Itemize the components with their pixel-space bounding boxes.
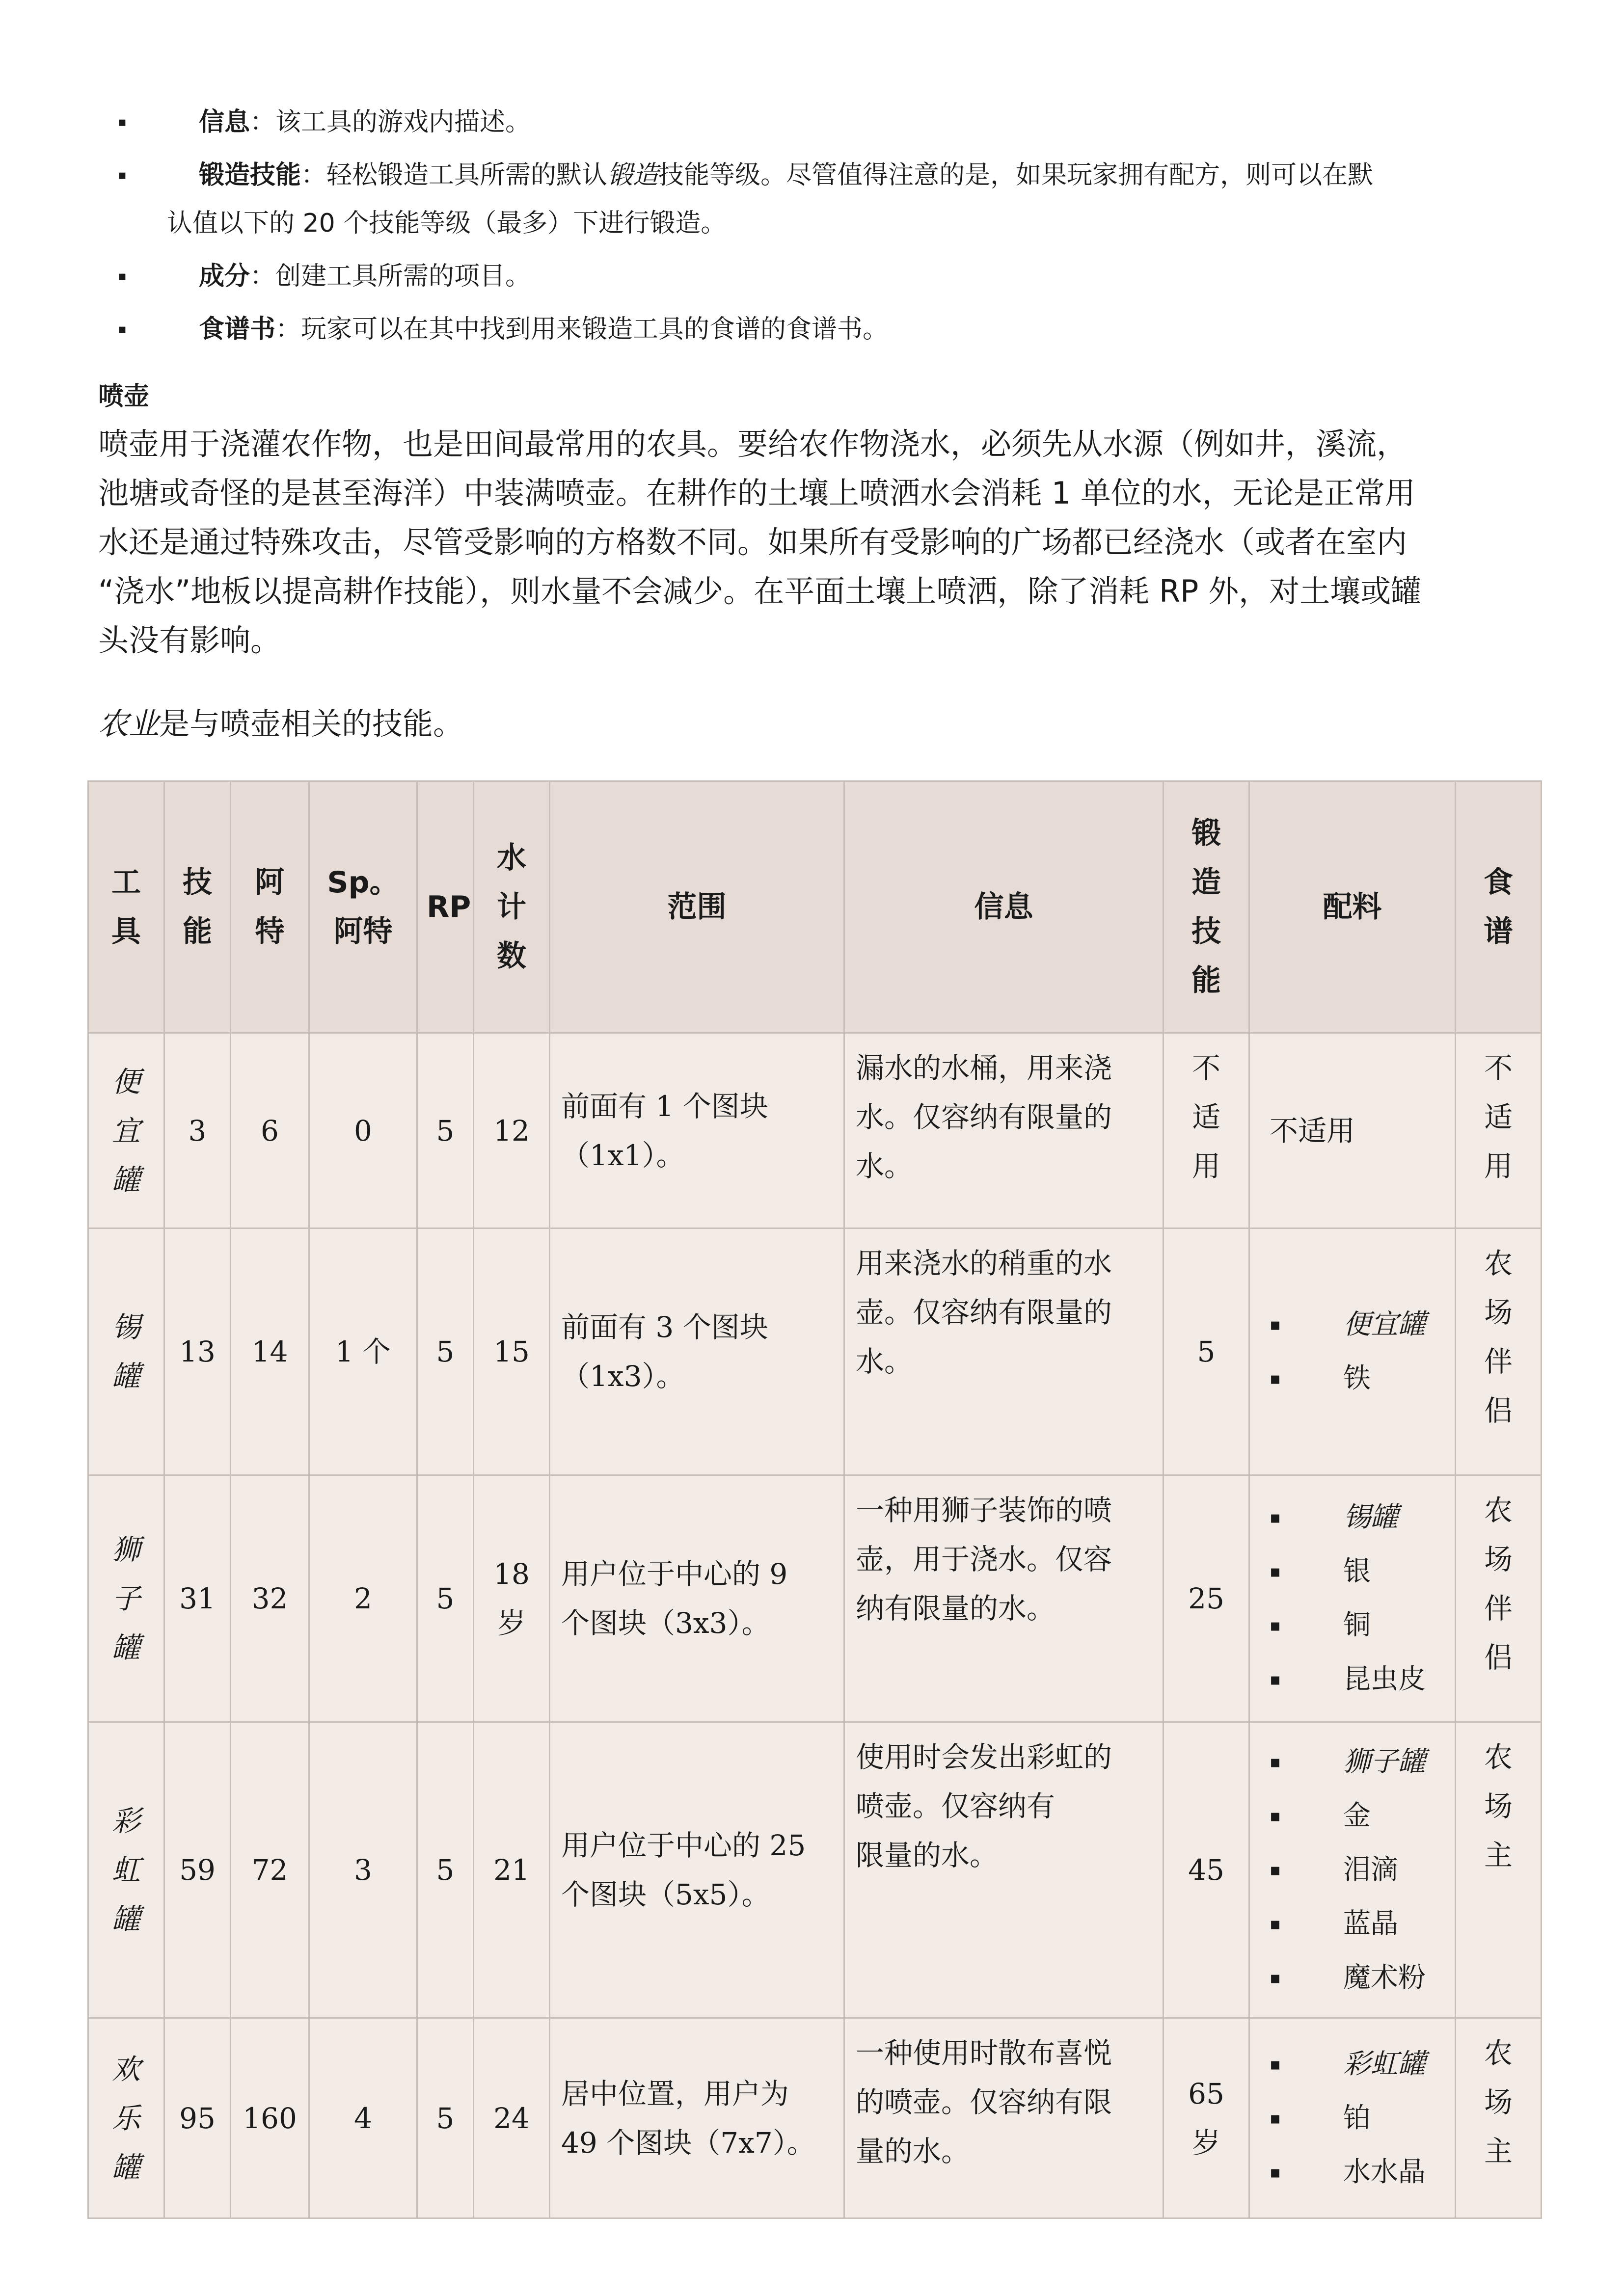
special-attack-cell: 0 [309, 1033, 417, 1228]
definition-emphasis: 锻造 [607, 160, 659, 190]
column-header: 配料 [1249, 781, 1456, 1033]
water-count-cell: 18 岁 [474, 1475, 550, 1722]
ingredients-cell [1249, 1722, 1456, 2018]
definition-term: 信息 [199, 107, 250, 137]
forge-skill-cell: 45 [1164, 1722, 1249, 2018]
ingredient-item: ▪ 银 [1270, 1545, 1448, 1599]
info-cell: 一种用狮子装饰的喷 壶，用于浇水。仅容 纳有限量的水。 [844, 1475, 1164, 1722]
recipe-book-cell: 不 适 用 [1456, 1033, 1542, 1228]
attack-cell: 160 [231, 2018, 309, 2218]
column-header: 信息 [844, 781, 1164, 1033]
skill-cell: 59 [164, 1722, 231, 2018]
recipe-book-cell: 农 场 主 [1456, 1722, 1542, 2018]
range-cell: 用户位于中心的 9 个图块（3x3）。 [550, 1475, 844, 1722]
ingredient-item: ▪ 昆虫皮 [1270, 1653, 1448, 1707]
tool-name-cell: 锡 罐 [88, 1228, 164, 1475]
rp-cell: 5 [417, 1722, 474, 2018]
range-cell: 用户位于中心的 25 个图块（5x5）。 [550, 1722, 844, 2018]
water-count-cell: 21 [474, 1722, 550, 2018]
ingredients-cell [1249, 2018, 1456, 2218]
water-count-cell: 15 [474, 1228, 550, 1475]
rp-cell: 5 [417, 1228, 474, 1475]
special-attack-cell: 4 [309, 2018, 417, 2218]
special-attack-cell: 2 [309, 1475, 417, 1722]
range-cell: 前面有 3 个图块 （1x3）。 [550, 1228, 844, 1475]
paragraph-line: 池塘或奇怪的是甚至海洋）中装满喷壶。在耕作的土壤上喷洒水会消耗 1 单位的水，无论是正常用 [98, 475, 1415, 511]
special-attack-cell: 3 [309, 1722, 417, 2018]
definition-item [118, 98, 1542, 146]
forge-skill-cell: 25 [1164, 1475, 1249, 1722]
definition-separator: ： [250, 107, 276, 137]
definition-separator: ： [301, 160, 327, 190]
definition-list [118, 98, 1542, 358]
forge-skill-cell: 5 [1164, 1228, 1249, 1475]
rp-cell: 5 [417, 1033, 474, 1228]
ingredients-cell [1249, 1475, 1456, 1722]
definition-text: 创建工具所需的项目。 [275, 262, 531, 291]
range-cell: 前面有 1 个图块 （1x1）。 [550, 1033, 844, 1228]
watering-can-table [87, 780, 1542, 2219]
skill-cell: 3 [164, 1033, 231, 1228]
definition-text: 技能等级。尽管值得注意的是，如果玩家拥有配方，则可以在默 [658, 160, 1374, 190]
skill-cell: 31 [164, 1475, 231, 1722]
definition-term: 食谱书 [199, 315, 276, 344]
table-row [88, 1722, 1542, 2018]
ingredient-item: ▪ 金 [1270, 1789, 1448, 1843]
skill-emphasis: 农业 [98, 706, 160, 742]
column-header: 锻 造 技 能 [1164, 781, 1249, 1033]
definition-item [118, 151, 1542, 247]
ingredient-list [1270, 1491, 1448, 1707]
ingredient-item: ▪ 锡罐 [1270, 1491, 1448, 1545]
tool-name-cell: 便 宜 罐 [88, 1033, 164, 1228]
forge-skill-cell: 65 岁 [1164, 2018, 1249, 2218]
special-attack-cell: 1 个 [309, 1228, 417, 1475]
definition-separator: ： [250, 262, 276, 291]
definition-text: 该工具的游戏内描述。 [275, 107, 531, 137]
ingredient-item: ▪ 便宜罐 [1270, 1298, 1448, 1352]
column-header: 水 计 数 [474, 781, 550, 1033]
definition-item [118, 252, 1542, 300]
info-cell: 用来浇水的稍重的水 壶。仅容纳有限量的 水。 [844, 1228, 1164, 1475]
column-header: Sp。 阿特 [309, 781, 417, 1033]
definition-term: 锻造技能 [199, 160, 301, 190]
skill-cell: 13 [164, 1228, 231, 1475]
column-header: 技 能 [164, 781, 231, 1033]
table-row [88, 1475, 1542, 1722]
square-bullet-icon: ▪ [118, 269, 127, 284]
info-cell: 漏水的水桶，用来浇 水。仅容纳有限量的 水。 [844, 1033, 1164, 1228]
ingredient-item: ▪ 狮子罐 [1270, 1735, 1448, 1789]
tool-name-cell: 欢 乐 罐 [88, 2018, 164, 2218]
range-cell: 居中位置，用户为 49 个图块（7x7）。 [550, 2018, 844, 2218]
table-row [88, 2018, 1542, 2218]
paragraph-line: 水还是通过特殊攻击，尽管受影响的方格数不同。如果所有受影响的广场都已经浇水（或者在室内 [98, 524, 1407, 560]
recipe-book-cell: 农 场 伴 侣 [1456, 1475, 1542, 1722]
paragraph-line: 头没有影响。 [98, 622, 281, 658]
skill-text: 是与喷壶相关的技能。 [159, 706, 464, 742]
column-header: 范围 [550, 781, 844, 1033]
definition-item [118, 305, 1542, 353]
ingredient-item: ▪ 铂 [1270, 2091, 1448, 2145]
column-header: 阿 特 [231, 781, 309, 1033]
attack-cell: 14 [231, 1228, 309, 1475]
table-header-row [88, 781, 1542, 1033]
tool-name-cell: 彩 虹 罐 [88, 1722, 164, 2018]
ingredients-cell [1249, 1228, 1456, 1475]
info-cell: 一种使用时散布喜悦 的喷壶。仅容纳有限 量的水。 [844, 2018, 1164, 2218]
ingredient-item: ▪ 魔术粉 [1270, 1951, 1448, 2005]
forge-skill-cell: 不 适 用 [1164, 1033, 1249, 1228]
column-header: 食 谱 [1456, 781, 1542, 1033]
water-count-cell: 12 [474, 1033, 550, 1228]
definition-text-continued: 认值以下的 20 个技能等级（最多）下进行锻造。 [167, 209, 727, 238]
table-row [88, 1033, 1542, 1228]
skill-paragraph [98, 699, 463, 748]
table-body [88, 1033, 1542, 2218]
section-title: 喷壶 [98, 382, 150, 411]
paragraph-line: 喷壶用于浇灌农作物，也是田间最常用的农具。要给农作物浇水，必须先从水源（例如井，溪流， [98, 426, 1407, 462]
ingredient-item: ▪ 彩虹罐 [1270, 2037, 1448, 2091]
ingredients-cell: 不适用 [1249, 1033, 1456, 1228]
ingredient-list [1270, 1735, 1448, 2005]
square-bullet-icon: ▪ [118, 115, 127, 130]
definition-text: 玩家可以在其中找到用来锻造工具的食谱的食谱书。 [301, 315, 889, 344]
attack-cell: 6 [231, 1033, 309, 1228]
definition-separator: ： [275, 315, 301, 344]
rp-cell: 5 [417, 1475, 474, 1722]
body-paragraph [98, 420, 1532, 665]
column-header: 工 具 [88, 781, 164, 1033]
ingredient-item: ▪ 铜 [1270, 1599, 1448, 1653]
ingredient-item: ▪ 水水晶 [1270, 2145, 1448, 2199]
info-cell: 使用时会发出彩虹的 喷壶。仅容纳有 限量的水。 [844, 1722, 1164, 2018]
paragraph-line: “浇水”地板以提高耕作技能），则水量不会减少。在平面土壤上喷洒，除了消耗 RP 外，对土壤或罐 [98, 573, 1422, 609]
recipe-book-cell: 农 场 伴 侣 [1456, 1228, 1542, 1475]
definition-term: 成分 [199, 262, 250, 291]
ingredient-list [1270, 1298, 1448, 1406]
ingredient-list [1270, 2037, 1448, 2199]
table-row [88, 1228, 1542, 1475]
ingredient-item: ▪ 铁 [1270, 1352, 1448, 1406]
definition-text: 轻松锻造工具所需的默认 [326, 160, 608, 190]
square-bullet-icon: ▪ [118, 322, 127, 337]
attack-cell: 72 [231, 1722, 309, 2018]
square-bullet-icon: ▪ [118, 168, 127, 183]
column-header: RP [417, 781, 474, 1033]
water-count-cell: 24 [474, 2018, 550, 2218]
skill-cell: 95 [164, 2018, 231, 2218]
ingredient-item: ▪ 蓝晶 [1270, 1897, 1448, 1951]
recipe-book-cell: 农 场 主 [1456, 2018, 1542, 2218]
attack-cell: 32 [231, 1475, 309, 1722]
rp-cell: 5 [417, 2018, 474, 2218]
ingredient-item: ▪ 泪滴 [1270, 1843, 1448, 1897]
tool-name-cell: 狮 子 罐 [88, 1475, 164, 1722]
